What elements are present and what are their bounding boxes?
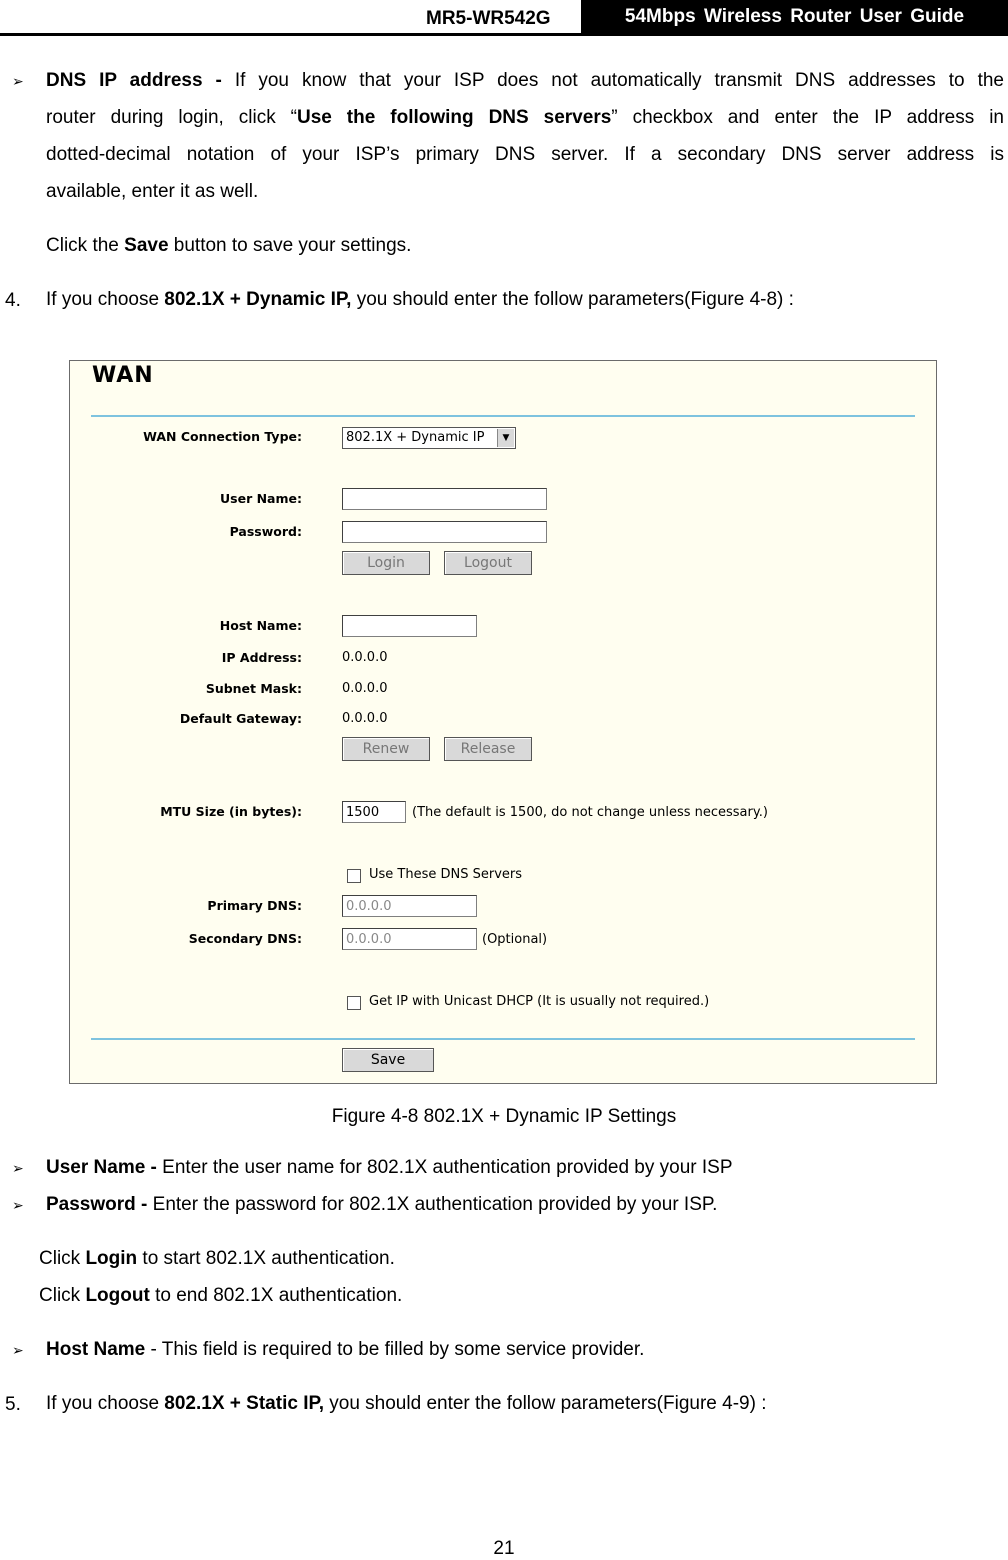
- dns-para-line4: available, enter it as well.: [46, 181, 259, 202]
- secondary-dns-input[interactable]: 0.0.0.0: [342, 928, 477, 950]
- wan-title: WAN: [92, 363, 154, 388]
- save-note: Click the Save button to save your settings.: [46, 235, 412, 256]
- label-conn-type: WAN Connection Type:: [143, 429, 302, 444]
- chevron-down-icon[interactable]: ▼: [497, 429, 514, 447]
- conn-type-select[interactable]: [342, 427, 516, 449]
- dns-para-line3: dotted-decimal notation of your ISP’s primary DNS server. If a secondary DNS server address is: [46, 144, 1004, 165]
- dns-para-line2: router during login, click “Use the following DNS servers” checkbox and enter the IP address in: [46, 107, 1004, 128]
- bullet-arrow-icon: ➢: [12, 1342, 24, 1358]
- password-input[interactable]: [342, 521, 547, 543]
- step4-text: If you choose 802.1X + Dynamic IP, you should enter the follow parameters(Figure 4-8) :: [46, 289, 794, 310]
- host-name-item: Host Name - This field is required to be filled by some service provider.: [46, 1339, 645, 1360]
- logout-note: Click Logout to end 802.1X authentication.: [39, 1285, 403, 1306]
- renew-button[interactable]: Renew: [342, 737, 430, 761]
- bullet-arrow-icon: ➢: [12, 1160, 24, 1176]
- header-guide-title: 54Mbps Wireless Router User Guide: [581, 0, 1008, 33]
- login-button[interactable]: Login: [342, 551, 430, 575]
- host-name-input[interactable]: [342, 615, 477, 637]
- figure-caption: Figure 4-8 802.1X + Dynamic IP Settings: [331, 1106, 677, 1127]
- header-model: MR5-WR542G: [426, 8, 551, 29]
- conn-type-value: 802.1X + Dynamic IP: [346, 430, 485, 445]
- label-user-name: User Name:: [220, 491, 302, 506]
- bullet-arrow-icon: ➢: [12, 1197, 24, 1213]
- dns-para-line1: DNS IP address - If you know that your ISP does not automatically transmit DNS addresses to the: [46, 70, 1005, 91]
- release-button[interactable]: Release: [444, 737, 532, 761]
- wan-settings-figure: [69, 360, 937, 1084]
- label-ip-address: IP Address:: [221, 650, 302, 665]
- use-dns-checkbox[interactable]: [347, 869, 361, 883]
- subnet-mask-value: 0.0.0.0: [342, 681, 388, 696]
- label-host-name: Host Name:: [219, 618, 302, 633]
- user-name-input[interactable]: [342, 488, 547, 510]
- login-note: Click Login to start 802.1X authentication.: [39, 1248, 395, 1269]
- default-gateway-value: 0.0.0.0: [342, 711, 388, 726]
- label-mtu: MTU Size (in bytes):: [160, 804, 302, 819]
- mtu-note: (The default is 1500, do not change unless necessary.): [412, 805, 768, 820]
- header-rule: [0, 33, 1008, 36]
- step5-text: If you choose 802.1X + Static IP, you should enter the follow parameters(Figure 4-9) :: [46, 1393, 767, 1414]
- ip-address-value: 0.0.0.0: [342, 650, 388, 665]
- bottom-divider: [91, 1038, 915, 1040]
- top-divider: [91, 415, 915, 417]
- page-number: 21: [493, 1538, 515, 1559]
- use-dns-label: Use These DNS Servers: [369, 867, 523, 882]
- unicast-dhcp-checkbox[interactable]: [347, 996, 361, 1010]
- step4-number: 4.: [5, 290, 21, 311]
- label-primary-dns: Primary DNS:: [207, 898, 302, 913]
- label-default-gateway: Default Gateway:: [179, 711, 302, 726]
- primary-dns-input[interactable]: 0.0.0.0: [342, 895, 477, 917]
- optional-note: (Optional): [482, 932, 548, 947]
- step5-number: 5.: [5, 1394, 21, 1415]
- bullet-arrow-icon: ➢: [12, 73, 24, 89]
- mtu-input[interactable]: 1500: [342, 801, 406, 823]
- label-secondary-dns: Secondary DNS:: [188, 931, 302, 946]
- password-item: Password - Enter the password for 802.1X authentication provided by your ISP.: [46, 1194, 718, 1215]
- label-subnet-mask: Subnet Mask:: [205, 681, 302, 696]
- label-password: Password:: [229, 524, 302, 539]
- unicast-dhcp-label: Get IP with Unicast DHCP (It is usually not required.): [369, 994, 710, 1009]
- save-button[interactable]: Save: [342, 1048, 434, 1072]
- user-name-item: User Name - Enter the user name for 802.1X authentication provided by your ISP: [46, 1157, 733, 1178]
- logout-button[interactable]: Logout: [444, 551, 532, 575]
- page-header: [0, 0, 1008, 36]
